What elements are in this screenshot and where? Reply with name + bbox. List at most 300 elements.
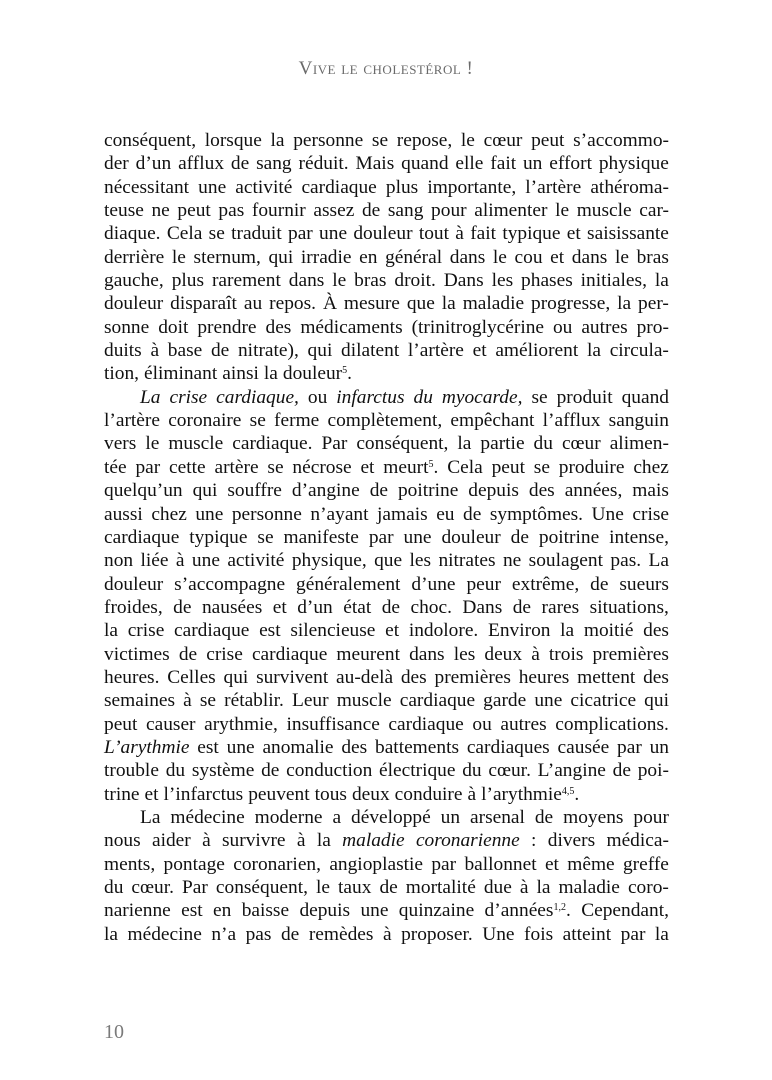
word: greffe xyxy=(622,853,669,875)
word: qui xyxy=(644,690,669,712)
word: électrique xyxy=(379,760,456,782)
word: douleur xyxy=(104,293,164,315)
word: développé xyxy=(351,806,431,828)
word: battements xyxy=(375,736,460,758)
word: d’un xyxy=(135,153,172,175)
word: depuis xyxy=(299,900,351,922)
text-line xyxy=(104,432,669,455)
word: (trinitroglycérine xyxy=(411,316,545,338)
word: se xyxy=(257,526,274,548)
word: tous xyxy=(314,783,347,805)
word: les xyxy=(453,643,476,665)
word: semaines xyxy=(104,690,176,712)
word: tée xyxy=(104,456,127,478)
word: réduit. xyxy=(298,153,349,175)
word: la xyxy=(441,293,456,315)
word: jamais xyxy=(377,503,428,525)
word: Mais xyxy=(355,153,395,175)
word: sanguin xyxy=(608,410,669,432)
word: mettent xyxy=(577,666,636,688)
word: fournir xyxy=(251,200,306,222)
word: le xyxy=(145,433,160,455)
text-line xyxy=(104,573,669,596)
word: ne xyxy=(151,200,170,222)
word: cardiaque xyxy=(399,690,476,712)
text-line xyxy=(104,409,669,432)
text-line xyxy=(104,292,669,315)
word: crise xyxy=(127,620,165,642)
word: initiales, xyxy=(580,270,647,292)
word: la xyxy=(654,270,669,292)
word: typique xyxy=(502,223,561,245)
word: la xyxy=(104,923,118,945)
word: cardiaque xyxy=(388,713,464,735)
word: irradie xyxy=(300,246,352,268)
word: ne xyxy=(502,550,522,572)
word: effort xyxy=(549,153,592,175)
word: les xyxy=(409,550,432,572)
word: progresse, xyxy=(531,293,611,315)
word: Leur xyxy=(291,690,329,712)
word: aider xyxy=(151,830,191,852)
word: cardiaque xyxy=(251,643,328,665)
word: qui xyxy=(268,246,294,268)
word: une xyxy=(534,690,563,712)
word: per- xyxy=(638,293,669,315)
text-line xyxy=(104,199,669,222)
word: personne xyxy=(231,503,302,525)
word: une xyxy=(360,900,389,922)
word: bras xyxy=(636,246,669,268)
word: par xyxy=(368,526,394,548)
word: chez xyxy=(151,503,187,525)
word: vers xyxy=(104,433,137,455)
word: ou xyxy=(472,713,492,735)
word: La xyxy=(140,806,161,828)
word: la xyxy=(536,877,551,898)
word: arsenal xyxy=(470,806,525,828)
word: complètement, xyxy=(327,410,443,432)
word: une xyxy=(191,550,220,572)
word: La xyxy=(648,550,669,572)
word: peut xyxy=(491,456,525,478)
word: se xyxy=(533,456,550,478)
word: le xyxy=(332,270,347,292)
word: douleur xyxy=(353,223,413,245)
word: alimen- xyxy=(609,433,669,455)
word: un xyxy=(440,806,461,828)
word: traduit xyxy=(231,223,282,245)
word: empêchant xyxy=(450,410,535,432)
word: dans xyxy=(409,643,445,665)
word: nitrates xyxy=(438,550,496,572)
word: nécrose xyxy=(292,456,352,478)
word: tion, xyxy=(104,363,140,385)
word: nécessitant xyxy=(104,176,190,198)
word: de xyxy=(261,760,280,782)
word: bras xyxy=(354,270,387,292)
word: cardiaque, xyxy=(216,386,299,408)
text-line xyxy=(104,596,669,619)
word: diaque. xyxy=(104,223,161,245)
word: disparaît xyxy=(170,293,237,315)
word: de xyxy=(280,923,300,945)
word: Par xyxy=(321,433,348,455)
word: peut xyxy=(104,713,138,735)
word: une xyxy=(226,736,255,758)
word: des xyxy=(400,666,427,688)
word: derrière xyxy=(104,246,165,268)
word: de xyxy=(230,153,250,175)
word: la xyxy=(270,130,285,151)
word: de xyxy=(512,596,532,618)
word: le xyxy=(460,130,475,151)
word: lorsque xyxy=(204,130,262,151)
word: complications. xyxy=(555,713,669,735)
word: des xyxy=(643,666,669,688)
word: à xyxy=(150,340,160,362)
word: n’a xyxy=(211,923,237,945)
word: quelqu’un xyxy=(104,480,183,502)
word: ou xyxy=(307,386,328,408)
word: une xyxy=(403,526,432,548)
word: cou xyxy=(514,246,543,268)
word: coronarien, xyxy=(233,853,321,875)
word: système xyxy=(191,760,255,782)
word: d’une xyxy=(411,573,456,595)
word: cette xyxy=(169,456,206,478)
word: général xyxy=(385,246,443,268)
word: assez xyxy=(313,200,355,222)
word: autres xyxy=(581,316,628,338)
word: plus xyxy=(385,176,419,198)
word: Une xyxy=(591,503,624,525)
word: artère xyxy=(214,456,259,478)
word: maladie xyxy=(342,830,405,852)
word: mortalité xyxy=(405,877,476,898)
word: afflux xyxy=(178,153,225,175)
word: crise xyxy=(632,503,669,525)
word: typique xyxy=(189,526,248,548)
word: la xyxy=(617,293,632,315)
word: du xyxy=(104,877,124,898)
word: l’artère xyxy=(104,410,160,432)
word: doit xyxy=(158,316,189,338)
word: des xyxy=(528,480,555,502)
word: duits xyxy=(104,340,142,362)
word: l’afflux xyxy=(542,410,601,432)
word: en xyxy=(213,900,232,922)
word: narienne xyxy=(104,900,171,922)
word: coronarienne xyxy=(415,830,520,852)
word: le xyxy=(614,246,629,268)
word: à xyxy=(175,550,185,572)
word: pro- xyxy=(636,316,669,338)
text-line xyxy=(104,853,669,876)
word: à xyxy=(183,690,192,712)
text-line xyxy=(104,316,669,339)
word: la xyxy=(586,340,601,362)
word: se xyxy=(531,386,548,408)
word: phases xyxy=(521,270,573,292)
word: au-delà xyxy=(336,666,394,688)
page-number: 10 xyxy=(104,1021,124,1043)
word: généralement xyxy=(296,573,401,595)
word: chez xyxy=(633,456,669,478)
word: des xyxy=(265,316,292,338)
word: pas xyxy=(245,923,272,945)
word: médecine xyxy=(170,806,245,828)
word: et xyxy=(550,246,565,268)
word: nitrate), xyxy=(237,340,299,362)
word: sonne xyxy=(104,316,150,338)
word: sternum, xyxy=(193,246,261,268)
word: fait xyxy=(490,153,517,175)
word: de xyxy=(463,503,482,525)
word: a xyxy=(332,806,342,828)
word: souffre xyxy=(227,480,282,502)
word: intense, xyxy=(609,526,669,548)
word: Cela xyxy=(447,456,483,478)
word: l’artère xyxy=(525,176,582,198)
word: heures xyxy=(518,666,570,688)
word: une xyxy=(198,176,227,198)
word: à xyxy=(202,830,211,852)
word: remèdes xyxy=(308,923,374,945)
word: nous xyxy=(104,830,141,852)
word: conduction xyxy=(286,760,373,782)
text-line xyxy=(104,526,669,549)
word: n’ayant xyxy=(310,503,369,525)
word: physique xyxy=(598,153,669,175)
text-line xyxy=(104,643,669,666)
word: de xyxy=(361,200,381,222)
word: par xyxy=(288,223,313,245)
word: par xyxy=(135,456,161,478)
word: teuse xyxy=(104,200,144,222)
word: maladie xyxy=(462,293,525,315)
word: la xyxy=(263,363,278,385)
word: un xyxy=(649,736,669,758)
word: À xyxy=(322,293,337,315)
word: repos. xyxy=(269,293,316,315)
word: cœur xyxy=(561,433,601,455)
text-line xyxy=(104,129,669,152)
word: des xyxy=(341,736,368,758)
text-line xyxy=(104,899,669,922)
word: pour xyxy=(633,806,669,828)
word: coro- xyxy=(627,877,669,898)
word: dans xyxy=(449,246,486,268)
word: la xyxy=(654,923,669,945)
word: muscle xyxy=(336,690,392,712)
word: la xyxy=(316,830,331,852)
word: conséquent, xyxy=(104,130,197,151)
word: poitrine xyxy=(397,480,459,502)
word: trouble xyxy=(104,760,159,782)
word: améliorent xyxy=(495,340,579,362)
text-line xyxy=(104,923,669,946)
word: à xyxy=(382,923,392,945)
word: victimes xyxy=(104,643,170,665)
word: une xyxy=(319,223,348,245)
word: de xyxy=(178,643,198,665)
word: l’infarctus xyxy=(163,783,244,805)
text-line xyxy=(104,829,669,852)
word: le xyxy=(492,246,507,268)
word: elle xyxy=(455,153,484,175)
word: repose, xyxy=(396,130,453,151)
word: insuffisance xyxy=(286,713,380,735)
word: baisse xyxy=(241,900,290,922)
word: alimenter xyxy=(474,200,548,222)
word: des xyxy=(643,620,669,642)
word: de xyxy=(379,877,398,898)
word: situations, xyxy=(589,596,669,618)
word: saisissante xyxy=(587,223,669,245)
word: quand xyxy=(401,153,449,175)
word: rarement xyxy=(211,270,281,292)
word: peur xyxy=(466,573,501,595)
text-line xyxy=(104,362,669,385)
word: d’années$^{1,2}$. xyxy=(484,900,571,922)
word: peuvent xyxy=(248,783,310,805)
word: Par xyxy=(182,877,208,898)
word: coronaire xyxy=(168,410,242,432)
word: et xyxy=(144,783,159,805)
word: dilatent xyxy=(341,340,400,362)
word: physique, xyxy=(291,550,367,572)
word: de xyxy=(210,340,230,362)
word: poitrine xyxy=(538,526,600,548)
word: base xyxy=(167,340,203,362)
word: trine xyxy=(104,783,140,805)
word: quinzaine xyxy=(398,900,475,922)
word: conséquent, xyxy=(215,877,308,898)
text-line xyxy=(104,736,669,759)
text-line xyxy=(104,549,669,572)
word: anomalie xyxy=(262,736,334,758)
word: de xyxy=(534,806,554,828)
word: médica- xyxy=(606,830,669,852)
word: se xyxy=(199,690,217,712)
word: infarctus xyxy=(336,386,405,408)
word: der xyxy=(104,153,129,175)
word: en xyxy=(359,246,378,268)
word: la xyxy=(560,620,575,642)
word: moyens xyxy=(563,806,624,828)
word: un xyxy=(522,153,543,175)
word: conséquent, xyxy=(356,433,449,455)
word: activité xyxy=(235,176,293,198)
word: éliminant xyxy=(144,363,218,385)
word: activité xyxy=(227,550,285,572)
word: qui xyxy=(307,340,333,362)
word: et xyxy=(385,620,400,642)
word: pas xyxy=(218,200,245,222)
word: cardiaque xyxy=(174,620,250,642)
text-line xyxy=(104,666,669,689)
word: arythmie, xyxy=(204,713,278,735)
word: premières xyxy=(434,666,511,688)
word: produit xyxy=(556,386,613,408)
word: atteint xyxy=(562,923,612,945)
word: moitié xyxy=(583,620,634,642)
word: sang xyxy=(387,200,424,222)
word: froides, xyxy=(104,596,163,618)
word: pas. xyxy=(610,550,642,572)
word: ballonnet xyxy=(464,853,537,875)
word: l’arythmie$^{4,5}$. xyxy=(481,783,580,805)
word: du xyxy=(462,760,482,782)
text-line xyxy=(104,152,669,175)
word: cardiaques xyxy=(466,736,550,758)
word: eu xyxy=(436,503,455,525)
word: divers xyxy=(547,830,596,852)
word: sang xyxy=(256,153,292,175)
word: dans xyxy=(571,246,608,268)
word: à xyxy=(467,783,477,805)
word: que xyxy=(406,293,435,315)
word: de xyxy=(590,573,609,595)
word: muscle xyxy=(576,200,632,222)
word: pontage xyxy=(163,853,225,875)
word: qui xyxy=(223,666,249,688)
word: crise xyxy=(206,643,243,665)
word: gauche, xyxy=(104,270,164,292)
word: à xyxy=(519,877,529,898)
word: meurt$^5$. xyxy=(383,456,439,478)
word: personne xyxy=(293,130,364,151)
word: ferme xyxy=(274,410,320,432)
word: et xyxy=(272,596,287,618)
text-line xyxy=(104,806,669,829)
word: de xyxy=(510,526,529,548)
word: se xyxy=(249,410,266,432)
word: le xyxy=(171,246,186,268)
word: liée xyxy=(140,550,169,572)
word: deux xyxy=(484,643,523,665)
word: est xyxy=(181,900,203,922)
word: plus xyxy=(171,270,205,292)
word: peut xyxy=(531,130,565,151)
word: au xyxy=(243,293,263,315)
word: mais xyxy=(632,480,669,502)
text-line xyxy=(104,246,669,269)
word: muscle xyxy=(168,433,224,455)
word: La xyxy=(140,386,161,408)
word: douleur xyxy=(104,573,164,595)
word: est xyxy=(197,736,219,758)
word: Dans xyxy=(462,596,503,618)
word: poi- xyxy=(637,760,669,782)
word: les xyxy=(491,270,514,292)
word: Dans xyxy=(443,270,484,292)
word: maladie xyxy=(558,877,620,898)
word: et xyxy=(544,853,559,875)
word: angioplastie xyxy=(329,853,424,875)
word: douleur$^5$. xyxy=(282,363,352,385)
word: et xyxy=(360,456,375,478)
text-line xyxy=(104,876,669,899)
word: le xyxy=(555,200,570,222)
word: manifeste xyxy=(283,526,359,548)
word: cœur. xyxy=(488,760,531,782)
word: Cela xyxy=(166,223,203,245)
word: soulagent xyxy=(528,550,603,572)
text-line xyxy=(104,176,669,199)
word: de xyxy=(369,480,389,502)
